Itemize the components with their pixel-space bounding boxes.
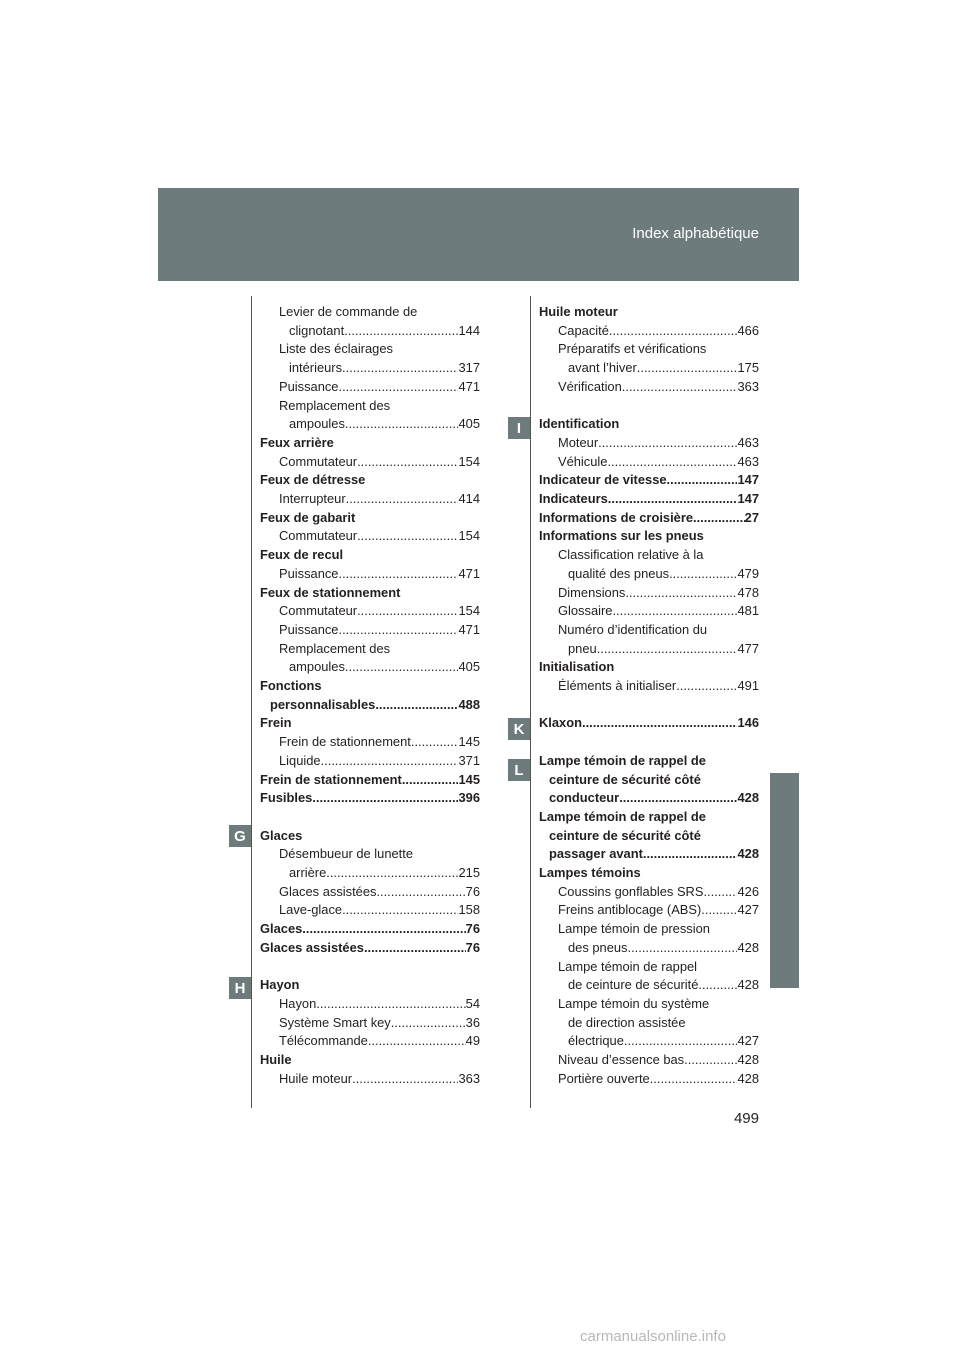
letter-marker-l: L: [508, 759, 530, 781]
index-entry: Informations de croisière ..... 27: [539, 509, 759, 528]
index-subentry: Vérification ..... 363: [539, 378, 759, 397]
index-subentry: Dimensions ..... 478: [539, 584, 759, 603]
index-entry: passager avant ..... 428: [539, 845, 759, 864]
index-subentry: Lampe témoin du système: [558, 995, 710, 1011]
index-subentry: Classification relative à la: [558, 547, 704, 563]
index-subentry: Huile moteur ..... 363: [260, 1070, 480, 1089]
index-subentry: avant l’hiver ..... 175: [539, 359, 759, 378]
letter-marker-k: K: [508, 718, 530, 740]
index-entry: Frein de stationnement ..... 145: [260, 771, 480, 790]
index-subentry: Glaces assistées ..... 76: [260, 883, 480, 902]
index-entry: Feux de gabarit: [260, 509, 356, 525]
letter-marker-h: H: [229, 977, 251, 999]
index-entry: Initialisation: [539, 659, 615, 675]
index-subentry: Interrupteur ..... 414: [260, 490, 480, 509]
index-entry: Feux de stationnement: [260, 584, 401, 600]
index-subentry: Télécommande ..... 49: [260, 1032, 480, 1051]
index-entry: personnalisables ..... 488: [260, 696, 480, 715]
index-subentry: Levier de commande de: [279, 304, 418, 319]
index-entry: Fusibles ..... 396: [260, 789, 480, 808]
section-tab: [770, 773, 799, 988]
index-subentry: Désembueur de lunette: [279, 846, 414, 862]
index-subentry: Système Smart key ..... 36: [260, 1014, 480, 1033]
index-subentry: Puissance ..... 471: [260, 378, 480, 397]
index-subentry: Puissance ..... 471: [260, 621, 480, 640]
index-subentry: Commutateur ..... 154: [260, 527, 480, 546]
index-subentry: qualité des pneus ..... 479: [539, 565, 759, 584]
index-entry: Informations sur les pneus: [539, 528, 704, 544]
footer-watermark: carmanualsonline.info: [580, 1328, 726, 1345]
index-subentry: Véhicule ..... 463: [539, 453, 759, 472]
index-entry: conducteur ..... 428: [539, 789, 759, 808]
index-entry: Hayon: [260, 977, 300, 993]
index-subentry: Lampe témoin de pression: [558, 921, 710, 937]
index-subentry: de direction assistée: [568, 1014, 686, 1030]
index-subentry: Glossaire ..... 481: [539, 602, 759, 621]
index-subentry: Lave-glace ..... 158: [260, 901, 480, 920]
index-subentry: ampoules ..... 405: [260, 415, 480, 434]
index-subentry: Préparatifs et vérifications: [558, 341, 707, 357]
index-subentry: Commutateur ..... 154: [260, 602, 480, 621]
index-subentry: Liquide ..... 371: [260, 752, 480, 771]
index-entry: Klaxon ..... 146: [539, 714, 759, 733]
page-title: Index alphabétique: [632, 225, 759, 242]
index-subentry: Niveau d’essence bas ..... 428: [539, 1051, 759, 1070]
index-subentry: des pneus ..... 428: [539, 939, 759, 958]
index-column-1: [260, 303, 480, 1089]
index-entry: ceinture de sécurité côté: [549, 771, 701, 787]
index-subentry: Liste des éclairages: [279, 341, 393, 357]
index-subentry: clignotant ..... 144: [260, 322, 480, 341]
index-entry: Fonctions: [260, 678, 322, 694]
index-entry: Feux de détresse: [260, 472, 366, 488]
index-subentry: Moteur ..... 463: [539, 434, 759, 453]
column-divider-left: [251, 296, 252, 1108]
index-entry: Lampe témoin de rappel de: [539, 752, 706, 768]
index-entry: Glaces assistées ..... 76: [260, 939, 480, 958]
index-subentry: Capacité ..... 466: [539, 322, 759, 341]
index-subentry: Puissance ..... 471: [260, 565, 480, 584]
index-entry: Frein: [260, 715, 292, 731]
index-subentry: Hayon ..... 54: [260, 995, 480, 1014]
index-entry: Indicateurs ..... 147: [539, 490, 759, 509]
index-subentry: Coussins gonflables SRS ..... 426: [539, 883, 759, 902]
index-entry: Glaces ..... 76: [260, 920, 480, 939]
index-subentry: ampoules ..... 405: [260, 658, 480, 677]
page-number: 499: [733, 1110, 759, 1127]
index-entry: Feux de recul: [260, 547, 344, 563]
index-entry: ceinture de sécurité côté: [549, 827, 701, 843]
letter-marker-i: I: [508, 417, 530, 439]
index-subentry: Commutateur ..... 154: [260, 453, 480, 472]
index-entry: Glaces: [260, 827, 303, 843]
index-subentry: Remplacement des: [279, 397, 391, 413]
index-entry: Huile moteur: [539, 304, 618, 319]
index-subentry: arrière ..... 215: [260, 864, 480, 883]
index-subentry: Lampe témoin de rappel: [558, 958, 698, 974]
index-column-2: [539, 303, 759, 1088]
letter-marker-g: G: [229, 825, 251, 847]
index-subentry: intérieurs ..... 317: [260, 359, 480, 378]
index-subentry: pneu ..... 477: [539, 640, 759, 659]
index-entry: Lampe témoin de rappel de: [539, 808, 706, 824]
index-subentry: Numéro d’identification du: [558, 621, 708, 637]
index-subentry: Freins antiblocage (ABS) ..... 427: [539, 901, 759, 920]
index-entry: Feux arrière: [260, 434, 334, 450]
page-header: [158, 188, 799, 281]
index-subentry: de ceinture de sécurité ..... 428: [539, 976, 759, 995]
index-subentry: Remplacement des: [279, 640, 391, 656]
column-divider-right: [530, 296, 531, 1108]
index-entry: Lampes témoins: [539, 865, 641, 881]
index-entry: Identification: [539, 416, 620, 432]
index-entry: Huile: [260, 1052, 292, 1068]
index-entry: Indicateur de vitesse ..... 147: [539, 471, 759, 490]
index-subentry: électrique ..... 427: [539, 1032, 759, 1051]
index-subentry: Éléments à initialiser ..... 491: [539, 677, 759, 696]
index-subentry: Frein de stationnement ..... 145: [260, 733, 480, 752]
index-subentry: Portière ouverte ..... 428: [539, 1070, 759, 1089]
